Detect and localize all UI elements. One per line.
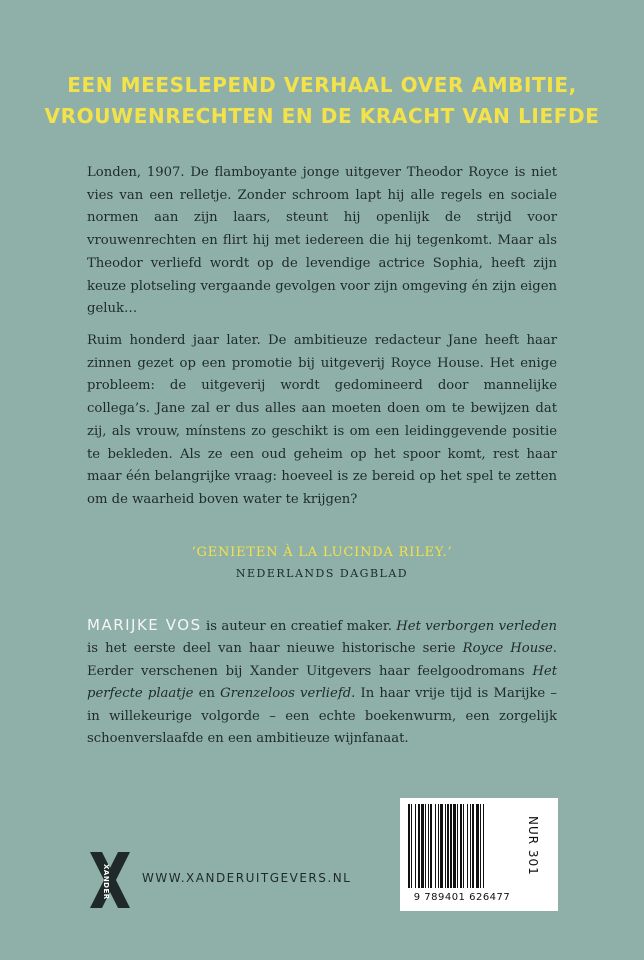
bio-text-1: is auteur en creatief maker. [201, 619, 397, 634]
quote-text: ‘GENIETEN À LA LUCINDA RILEY.’ [191, 545, 453, 560]
blurb-paragraph-1: Londen, 1907. De flamboyante jonge uitgever Theodor Royce is niet vies van een relletje. Zonder schroom lapt hij alle regels en sociale normen aan zijn laars, steunt hij openlijk de strijd voor vrouwenrechten en flirt hij met iedereen die hij tegenkomt. Maar als Theodor verliefd wordt op de levendige actrice Sophia, heeft zijn keuze plotseling vergaande gevolgen voor zijn omgeving én zijn eigen geluk… [87, 165, 557, 317]
isbn-number: 9 789401 626477 [413, 892, 511, 903]
nur-code: NUR 301 [526, 816, 540, 876]
bio-text-3: . Eerder verschenen bij Xander Uitgevers haar feelgoodromans [87, 641, 557, 679]
bio-text-4: en [193, 686, 221, 702]
xander-logo [88, 850, 132, 910]
bio-book-title-1: Het verborgen verleden [396, 619, 557, 634]
bio-book-title-3: Grenzeloos verliefd [220, 686, 352, 702]
bio-text-5: . In haar vrije tijd is Marijke – in willekeurige volgorde – een echte boekenwurm, een zorgelijk schoenverslaafde en een ambitieuze wijnfanaat. [87, 686, 557, 747]
headline-line-1: EEN MEESLEPEND VERHAAL OVER AMBITIE, [67, 73, 577, 97]
back-cover-headline [40, 70, 604, 132]
author-name: MARIJKE VOS [87, 616, 202, 634]
bio-text-2: is het eerste deel van haar nieuwe historische serie [87, 641, 463, 657]
logo-wordmark: XANDER [102, 864, 110, 900]
bio-book-title-2: Het perfecte plaatje [87, 663, 557, 702]
review-quote [87, 542, 557, 584]
barcode-box [400, 798, 558, 911]
headline-line-2: VROUWENRECHTEN EN DE KRACHT VAN LIEFDE [44, 104, 600, 128]
blurb-paragraph-2: Ruim honderd jaar later. De ambitieuze redacteur Jane heeft haar zinnen gezet op een promotie bij uitgeverij Royce House. Het enige probleem: de uitgeverij wordt gedomineerd door mannelijke collega’s. Jane zal er dus alles aan moeten doen om te bewijzen dat zij, als vrouw, mínstens zo geschikt is om een leidinggevende positie te bekleden. Als ze een oud geheim op het spoor komt, rest haar maar één belangrijke vraag: hoeveel is ze bereid op het spel te zetten om de waarheid boven water te krijgen? [87, 333, 557, 507]
x-logo-icon [88, 850, 132, 910]
author-bio [87, 614, 557, 750]
quote-source: NEDERLANDS DAGBLAD [235, 567, 409, 580]
barcode-icon [406, 804, 518, 890]
bio-series-name: Royce House [462, 641, 553, 657]
publisher-website: WWW.XANDERUITGEVERS.NL [142, 871, 352, 885]
